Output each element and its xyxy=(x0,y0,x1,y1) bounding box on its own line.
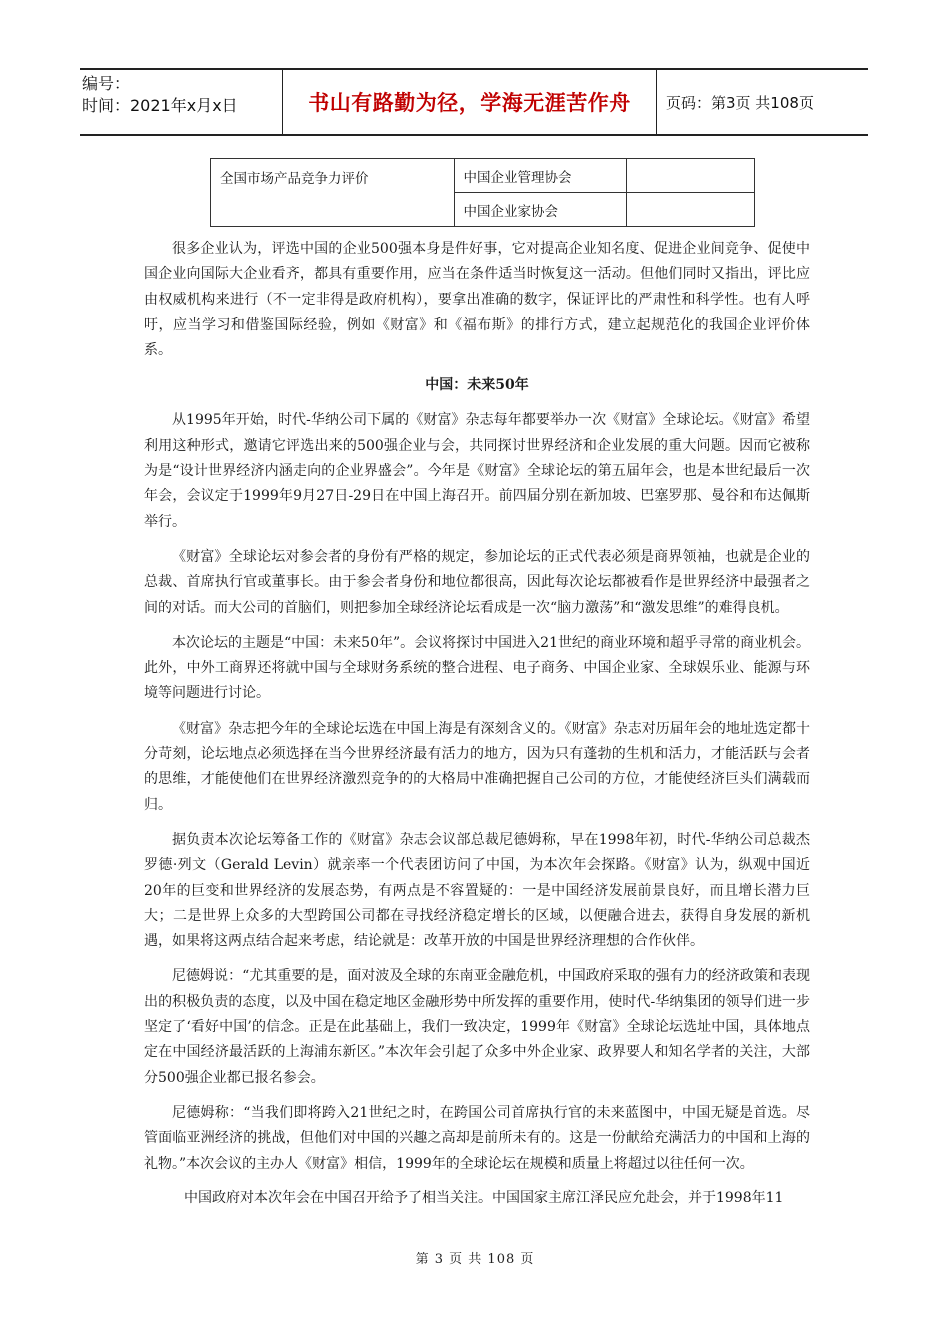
paragraph: 很多企业认为，评选中国的企业500强本身是件好事，它对提高企业知名度、促进企业间竞争、促使中国企业向国际大企业看齐，都具有重要作用，应当在条件适当时恢复这一活动。但他们同时又指出，评比应由权威机构来进行（不一定非得是政府机构），要拿出准确的数字，保证评比的严肃性和科学性。也有人呼吁，应当学习和借鉴国际经验，例如《财富》和《福布斯》的排行方式，建立起规范化的我国企业评价体系。 xyxy=(144,241,810,359)
org-table xyxy=(210,158,755,227)
paragraph: 据负责本次论坛筹备工作的《财富》杂志会议部总裁尼德姆称，早在1998年初，时代-华纳公司总裁杰罗德·列文（Gerald Levin）就亲率一个代表团访问了中国，为本次年会探路。《财富》认为，纵观中国近20年的巨变和世界经济的发展态势，有两点是不容置疑的：一是中国经济发展前景良好，而且增长潜力巨大；二是世界上众多的大型跨国公司都在寻找经济稳定增长的区域，以便融合进去，获得自身发展的新机遇，如果将这两点结合起来考虑，结论就是：改革开放的中国是世界经济理想的合作伙伴。 xyxy=(144,831,810,950)
table-cell-org: 中国企业家协会 xyxy=(454,193,627,227)
paragraph: 从1995年开始，时代-华纳公司下属的《财富》杂志每年都要举办一次《财富》全球论坛。《财富》希望利用这种形式，邀请它评选出来的500强企业与会，共同探讨世界经济和企业发展的重大问题。因而它被称为是“设计世界经济内涵走向的企业界盛会”。今年是《财富》全球论坛的第五届年会，也是本世纪最后一次年会，会议定于1999年9月27日-29日在中国上海召开。前四届分别在新加坡、巴塞罗那、曼谷和布达佩斯举行。 xyxy=(144,412,810,530)
document-number-label: 编号： xyxy=(82,74,131,93)
table-cell-org: 中国企业管理协会 xyxy=(454,159,627,193)
paragraph: 尼德姆称：“当我们即将跨入21世纪之时，在跨国公司首席执行官的未来蓝图中，中国无疑是首选。尽管面临亚洲经济的挑战，但他们对中国的兴趣之高却是前所未有的。这是一份献给充满活力的中国和上海的礼物。”本次会议的主办人《财富》相信，1999年的全球论坛在规模和质量上将超过以往任何一次。 xyxy=(144,1104,810,1172)
paragraph: 本次论坛的主题是“中国：未来50年”。会议将探讨中国进入21世纪的商业环境和超乎寻常的商业机会。此外，中外工商界还将就中国与全球财务系统的整合进程、电子商务、中国企业家、全球娱乐业、能源与环境等问题进行讨论。 xyxy=(144,634,810,702)
document-body xyxy=(144,237,810,1209)
paragraph: 《财富》全球论坛对参会者的身份有严格的规定，参加论坛的正式代表必须是商界领袖，也就是企业的总裁、首席执行官或董事长。由于参会者身份和地位都很高，因此每次论坛都被看作是世界经济中最强者之间的对话。而大公司的首脑们，则把参加全球经济论坛看成是一次“脑力激荡”和“激发思维”的难得良机。 xyxy=(144,548,810,616)
page-header xyxy=(80,68,868,136)
header-page-info: 页码：第3页 共108页 xyxy=(666,93,814,112)
header-motto: 书山有路勤为径，学海无涯苦作舟 xyxy=(283,70,657,134)
header-meta xyxy=(80,70,283,134)
page-footer: 第 3 页 共 108 页 xyxy=(415,1252,535,1267)
section-heading: 中国：未来50年 xyxy=(425,377,529,394)
table-cell-note xyxy=(627,193,755,227)
table-cell-item: 全国市场产品竞争力评价 xyxy=(211,159,455,227)
table-cell-note xyxy=(627,159,755,193)
table-row xyxy=(211,159,755,193)
document-time-label: 时间：2021年x月x日 xyxy=(82,96,238,115)
paragraph: 尼德姆说：“尤其重要的是，面对波及全球的东南亚金融危机，中国政府采取的强有力的经济政策和表现出的积极负责的态度，以及中国在稳定地区金融形势中所发挥的重要作用，使时代-华纳集团的领导们进一步坚定了‘看好中国’的信念。正是在此基础上，我们一致决定，1999年《财富》全球论坛选址中国，具体地点定在中国经济最活跃的上海浦东新区。”本次年会引起了众多中外企业家、政界要人和知名学者的关注，大部分500强企业都已报名参会。 xyxy=(144,968,810,1086)
paragraph: 中国政府对本次年会在中国召开给予了相当关注。中国国家主席江泽民应允赴会，并于1998年11 xyxy=(184,1189,784,1206)
paragraph: 《财富》杂志把今年的全球论坛选在中国上海是有深刻含义的。《财富》杂志对历届年会的地址选定都十分苛刻，论坛地点必须选择在当今世界经济最有活力的地方，因为只有蓬勃的生机和活力，才能活跃与会者的思维，才能使他们在世界经济激烈竞争的的大格局中准确把握自己公司的方位，才能使经济巨头们满载而归。 xyxy=(144,720,810,813)
